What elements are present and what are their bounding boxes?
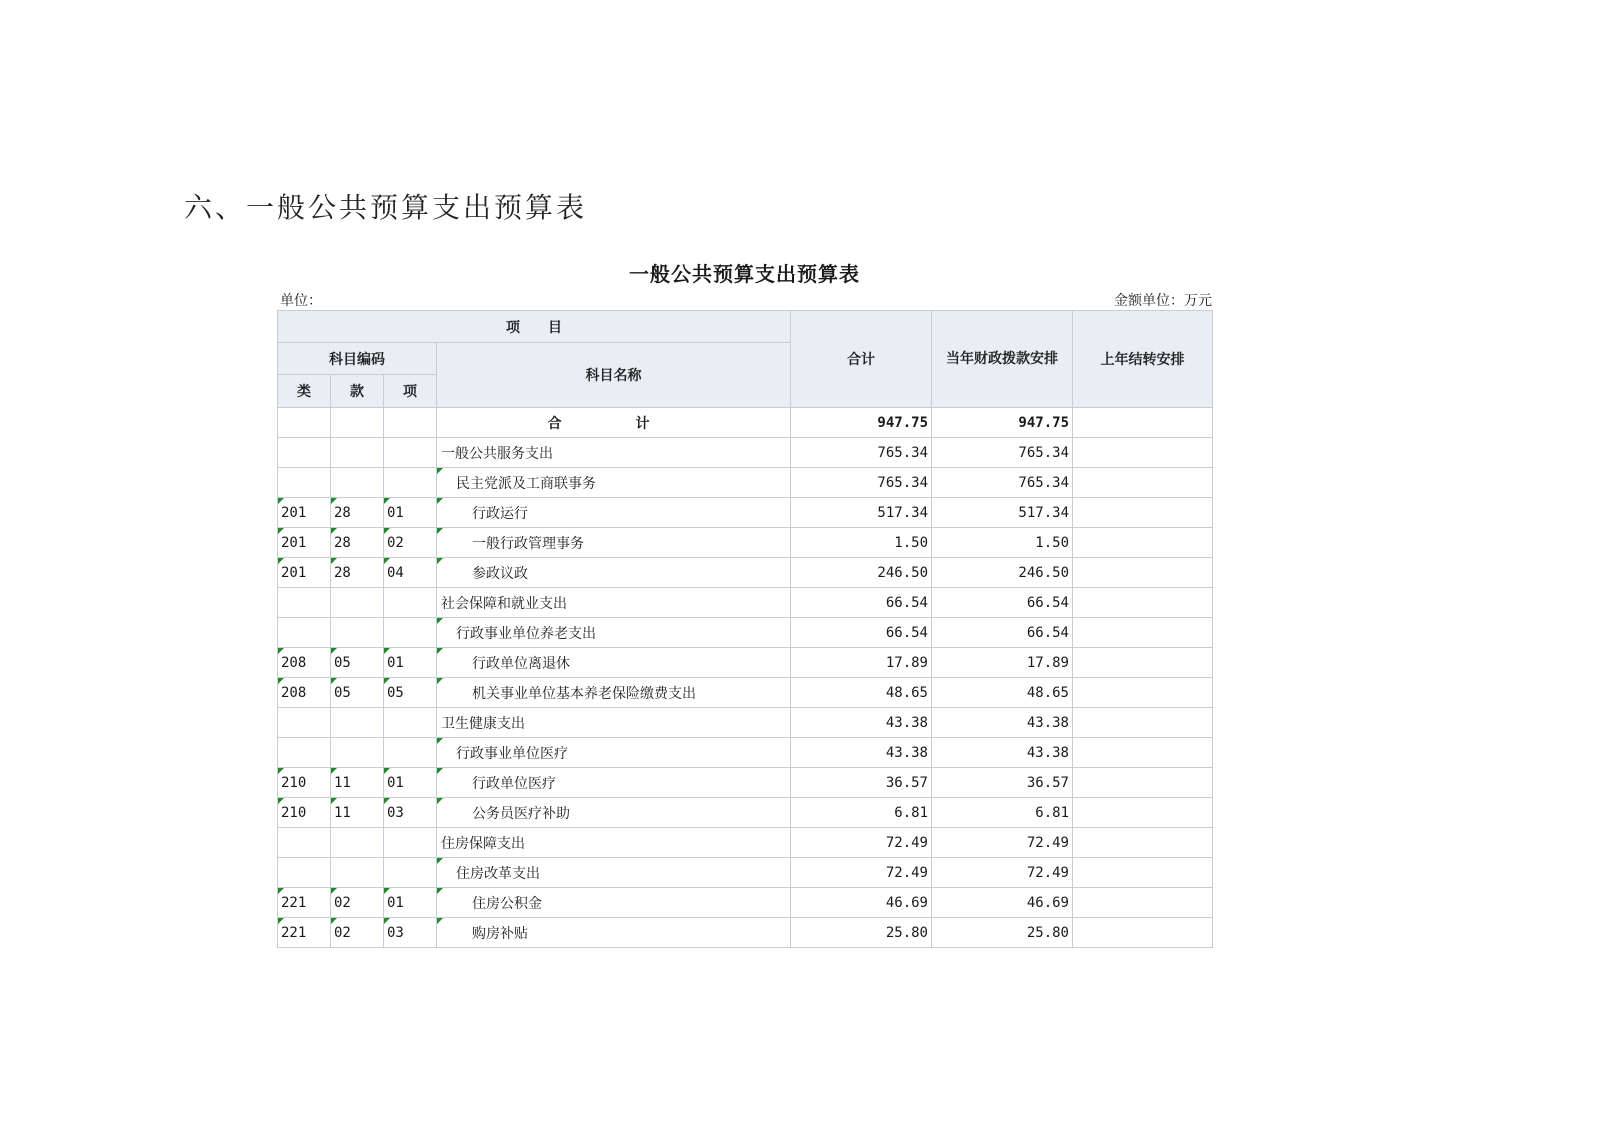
header-total: 合计 <box>791 311 932 408</box>
current-year-cell: 1.50 <box>932 528 1073 558</box>
total-cell: 43.38 <box>791 738 932 768</box>
code-kuan-cell <box>331 738 384 768</box>
table-row <box>278 618 1213 648</box>
last-year-cell <box>1073 708 1213 738</box>
table-row <box>278 858 1213 888</box>
code-kuan-cell <box>331 468 384 498</box>
current-year-cell: 48.65 <box>932 678 1073 708</box>
subject-name-cell: 社会保障和就业支出 <box>437 588 791 618</box>
total-cell: 246.50 <box>791 558 932 588</box>
total-cell: 72.49 <box>791 858 932 888</box>
total-row-kuan <box>331 408 384 438</box>
code-kuan-cell <box>331 828 384 858</box>
code-lei-cell: 210 <box>278 798 331 828</box>
last-year-cell <box>1073 438 1213 468</box>
code-xiang-cell: 03 <box>384 918 437 948</box>
subject-name-cell: 住房保障支出 <box>437 828 791 858</box>
code-kuan-cell: 28 <box>331 498 384 528</box>
code-kuan-cell: 02 <box>331 888 384 918</box>
current-year-cell: 72.49 <box>932 858 1073 888</box>
current-year-cell: 17.89 <box>932 648 1073 678</box>
subject-name-cell: 民主党派及工商联事务 <box>437 468 791 498</box>
total-cell: 25.80 <box>791 918 932 948</box>
table-row <box>278 468 1213 498</box>
total-cell: 765.34 <box>791 468 932 498</box>
code-xiang-cell <box>384 828 437 858</box>
code-xiang-cell <box>384 618 437 648</box>
total-row <box>278 408 1213 438</box>
total-row-total: 947.75 <box>791 408 932 438</box>
last-year-cell <box>1073 858 1213 888</box>
total-cell: 17.89 <box>791 648 932 678</box>
unit-label: 单位： <box>280 293 322 309</box>
last-year-cell <box>1073 558 1213 588</box>
table-row <box>278 588 1213 618</box>
table-row <box>278 558 1213 588</box>
header-item: 项 目 <box>278 311 791 343</box>
code-xiang-cell <box>384 708 437 738</box>
last-year-cell <box>1073 528 1213 558</box>
total-cell: 1.50 <box>791 528 932 558</box>
code-xiang-cell: 04 <box>384 558 437 588</box>
total-cell: 46.69 <box>791 888 932 918</box>
code-kuan-cell <box>331 858 384 888</box>
table-row <box>278 798 1213 828</box>
code-lei-cell <box>278 708 331 738</box>
code-kuan-cell <box>331 708 384 738</box>
total-cell: 36.57 <box>791 768 932 798</box>
current-year-cell: 765.34 <box>932 438 1073 468</box>
code-xiang-cell: 02 <box>384 528 437 558</box>
code-lei-cell: 208 <box>278 678 331 708</box>
subject-name-cell: 行政单位离退休 <box>437 648 791 678</box>
subject-name-cell: 卫生健康支出 <box>437 708 791 738</box>
table-row <box>278 828 1213 858</box>
table-row <box>278 738 1213 768</box>
header-last-year: 上年结转安排 <box>1073 311 1213 408</box>
table-row <box>278 498 1213 528</box>
subject-name-cell: 一般公共服务支出 <box>437 438 791 468</box>
code-lei-cell: 208 <box>278 648 331 678</box>
header-kuan: 款 <box>331 375 384 408</box>
code-lei-cell <box>278 738 331 768</box>
total-row-lei <box>278 408 331 438</box>
table-row <box>278 678 1213 708</box>
total-row-label: 合 计 <box>437 408 791 438</box>
current-year-cell: 43.38 <box>932 738 1073 768</box>
table-row <box>278 888 1213 918</box>
total-cell: 765.34 <box>791 438 932 468</box>
last-year-cell <box>1073 498 1213 528</box>
current-year-cell: 517.34 <box>932 498 1073 528</box>
code-lei-cell <box>278 618 331 648</box>
current-year-cell: 25.80 <box>932 918 1073 948</box>
code-kuan-cell: 28 <box>331 528 384 558</box>
table-row <box>278 708 1213 738</box>
total-row-xiang <box>384 408 437 438</box>
total-cell: 43.38 <box>791 708 932 738</box>
table-row <box>278 528 1213 558</box>
current-year-cell: 72.49 <box>932 828 1073 858</box>
code-kuan-cell: 28 <box>331 558 384 588</box>
current-year-cell: 66.54 <box>932 618 1073 648</box>
header-current-year: 当年财政拨款安排 <box>932 311 1073 408</box>
subject-name-cell: 住房改革支出 <box>437 858 791 888</box>
total-row-last <box>1073 408 1213 438</box>
current-year-cell: 46.69 <box>932 888 1073 918</box>
total-cell: 517.34 <box>791 498 932 528</box>
last-year-cell <box>1073 468 1213 498</box>
table-row <box>278 438 1213 468</box>
code-lei-cell: 221 <box>278 888 331 918</box>
current-year-cell: 43.38 <box>932 708 1073 738</box>
last-year-cell <box>1073 768 1213 798</box>
total-cell: 48.65 <box>791 678 932 708</box>
subject-name-cell: 一般行政管理事务 <box>437 528 791 558</box>
code-kuan-cell <box>331 588 384 618</box>
current-year-cell: 6.81 <box>932 798 1073 828</box>
total-cell: 72.49 <box>791 828 932 858</box>
code-lei-cell <box>278 858 331 888</box>
subject-name-cell: 公务员医疗补助 <box>437 798 791 828</box>
code-kuan-cell: 02 <box>331 918 384 948</box>
code-xiang-cell <box>384 468 437 498</box>
subject-name-cell: 机关事业单位基本养老保险缴费支出 <box>437 678 791 708</box>
code-kuan-cell <box>331 438 384 468</box>
code-lei-cell <box>278 828 331 858</box>
last-year-cell <box>1073 888 1213 918</box>
code-xiang-cell: 01 <box>384 768 437 798</box>
last-year-cell <box>1073 618 1213 648</box>
code-lei-cell: 201 <box>278 498 331 528</box>
table-row <box>278 918 1213 948</box>
current-year-cell: 36.57 <box>932 768 1073 798</box>
current-year-cell: 66.54 <box>932 588 1073 618</box>
last-year-cell <box>1073 588 1213 618</box>
code-kuan-cell: 05 <box>331 678 384 708</box>
table-row <box>278 768 1213 798</box>
code-xiang-cell: 01 <box>384 648 437 678</box>
subject-name-cell: 购房补贴 <box>437 918 791 948</box>
total-cell: 66.54 <box>791 618 932 648</box>
code-xiang-cell: 01 <box>384 888 437 918</box>
code-lei-cell <box>278 468 331 498</box>
code-xiang-cell <box>384 588 437 618</box>
code-lei-cell <box>278 588 331 618</box>
code-kuan-cell: 05 <box>331 648 384 678</box>
table-title: 一般公共预算支出预算表 <box>629 262 860 286</box>
code-xiang-cell <box>384 738 437 768</box>
total-row-current: 947.75 <box>932 408 1073 438</box>
code-xiang-cell: 01 <box>384 498 437 528</box>
budget-table <box>277 310 1213 948</box>
last-year-cell <box>1073 828 1213 858</box>
last-year-cell <box>1073 678 1213 708</box>
header-subject-name: 科目名称 <box>437 343 791 408</box>
current-year-cell: 765.34 <box>932 468 1073 498</box>
subject-name-cell: 行政单位医疗 <box>437 768 791 798</box>
code-xiang-cell <box>384 438 437 468</box>
header-subject-code: 科目编码 <box>278 343 437 375</box>
table-body <box>278 408 1213 948</box>
header-lei: 类 <box>278 375 331 408</box>
code-lei-cell: 221 <box>278 918 331 948</box>
subject-name-cell: 参政议政 <box>437 558 791 588</box>
last-year-cell <box>1073 918 1213 948</box>
code-kuan-cell <box>331 618 384 648</box>
amount-unit-label: 金额单位：万元 <box>1114 293 1212 309</box>
code-xiang-cell: 03 <box>384 798 437 828</box>
code-xiang-cell: 05 <box>384 678 437 708</box>
subject-name-cell: 住房公积金 <box>437 888 791 918</box>
code-lei-cell: 210 <box>278 768 331 798</box>
current-year-cell: 246.50 <box>932 558 1073 588</box>
code-lei-cell <box>278 438 331 468</box>
total-cell: 66.54 <box>791 588 932 618</box>
last-year-cell <box>1073 648 1213 678</box>
header-xiang: 项 <box>384 375 437 408</box>
total-cell: 6.81 <box>791 798 932 828</box>
subject-name-cell: 行政事业单位养老支出 <box>437 618 791 648</box>
code-kuan-cell: 11 <box>331 798 384 828</box>
code-kuan-cell: 11 <box>331 768 384 798</box>
last-year-cell <box>1073 738 1213 768</box>
subject-name-cell: 行政运行 <box>437 498 791 528</box>
section-heading: 六、一般公共预算支出预算表 <box>184 191 588 224</box>
table-row <box>278 648 1213 678</box>
table-header <box>278 311 1213 408</box>
code-lei-cell: 201 <box>278 528 331 558</box>
code-xiang-cell <box>384 858 437 888</box>
subject-name-cell: 行政事业单位医疗 <box>437 738 791 768</box>
code-lei-cell: 201 <box>278 558 331 588</box>
last-year-cell <box>1073 798 1213 828</box>
